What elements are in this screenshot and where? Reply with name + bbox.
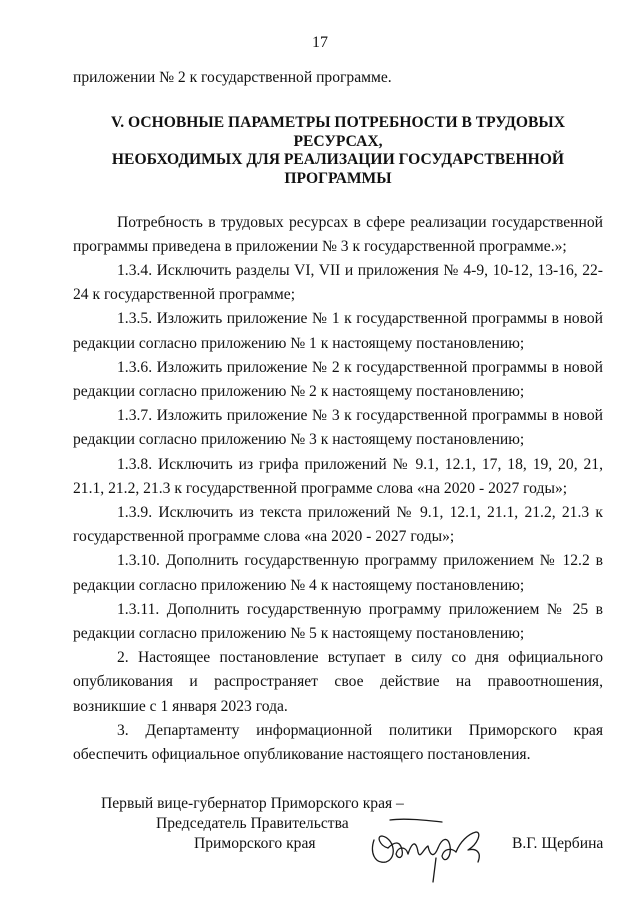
paragraph-1-3-9: 1.3.9. Исключить из текста приложений № 9.1, 12.1, 21.1, 21.2, 21.3 к государственной программе слова «на 2020 - 2027 годы»;: [73, 504, 603, 546]
paragraph-1-3-6: 1.3.6. Изложить приложение № 2 к государственной программы в новой редакции согласно приложению № 2 к настоящему постановлению;: [73, 358, 603, 400]
page-number: 17: [312, 34, 328, 51]
paragraph-1-3-7: 1.3.7. Изложить приложение № 3 к государственной программы в новой редакции согласно приложению № 3 к настоящему постановлению;: [73, 407, 603, 449]
lead-line: приложении № 2 к государственной программе.: [73, 69, 392, 86]
signatory-name: В.Г. Щербина: [512, 835, 604, 852]
paragraph-1-3-11: 1.3.11. Дополнить государственную программу приложением № 25 в редакции согласно приложению № 5 к настоящему постановлению;: [73, 600, 603, 643]
signatory-title-line-2: Председатель Правительства: [156, 815, 349, 832]
paragraph-labor-needs: Потребность в трудовых ресурсах в сфере реализации государственной программы приведена в приложении № 3 к государственной программе.»;: [73, 213, 603, 255]
paragraph-1-3-8: 1.3.8. Исключить из грифа приложений № 9.1, 12.1, 17, 18, 19, 20, 21, 21.1, 21.2, 21.3 к государственной программе слова «на 2020 - 2027 годы»;: [73, 455, 603, 497]
document-body: [73, 66, 603, 767]
heading-line-1: V. ОСНОВНЫЕ ПАРАМЕТРЫ ПОТРЕБНОСТИ В ТРУДОВЫХ: [110, 114, 566, 132]
signatory-title-line-1: Первый вице-губернатор Приморского края –: [101, 795, 404, 812]
signatory-title-line-3: Приморского края: [194, 835, 316, 852]
handwritten-signature: [364, 812, 504, 884]
section-heading: [73, 114, 603, 188]
heading-line-4: ПРОГРАММЫ: [284, 169, 392, 187]
paragraph-1-3-10: 1.3.10. Дополнить государственную программу приложением № 12.2 в редакции согласно приложению № 4 к настоящему постановлению;: [73, 552, 603, 594]
paragraph-3-publication: 3. Департаменту информационной политики Приморского края обеспечить официальное опубликование настоящего постановления.: [73, 721, 603, 764]
paragraph-2-effective-date: 2. Настоящее постановление вступает в силу со дня официального опубликования и распространяет свое действие на правоотношения, возникшие с 1 января 2023 года.: [73, 649, 603, 715]
heading-line-2: РЕСУРСАХ,: [293, 132, 383, 150]
paragraph-1-3-4: 1.3.4. Исключить разделы VI, VII и приложения № 4-9, 10-12, 13-16, 22-24 к государственной программе;: [73, 261, 603, 304]
paragraph-1-3-5: 1.3.5. Изложить приложение № 1 к государственной программы в новой редакции согласно приложению № 1 к настоящему постановлению;: [73, 310, 603, 352]
heading-line-3: НЕОБХОДИМЫХ ДЛЯ РЕАЛИЗАЦИИ ГОСУДАРСТВЕННОЙ: [111, 151, 565, 169]
signature-block: [0, 792, 640, 882]
